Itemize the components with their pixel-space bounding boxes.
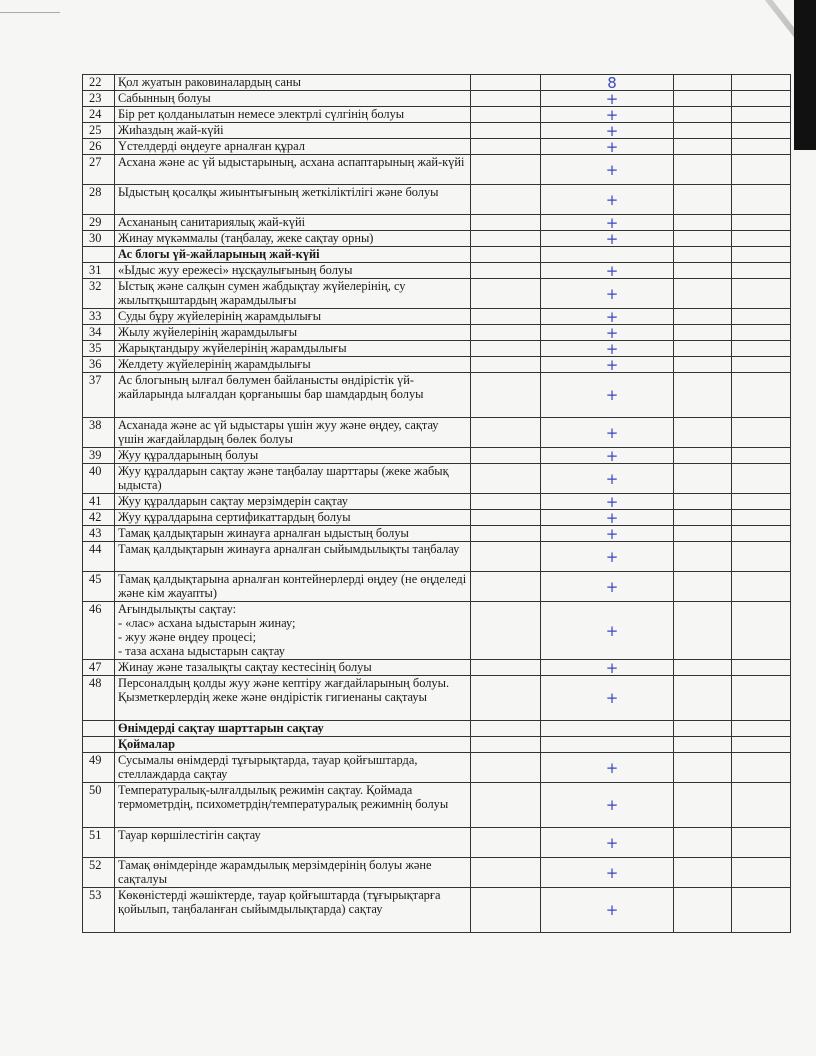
- empty-cell: [732, 737, 791, 753]
- empty-cell: [732, 123, 791, 139]
- handwritten-mark: +: [541, 572, 674, 602]
- empty-cell: [732, 510, 791, 526]
- item-number: 30: [83, 231, 115, 247]
- empty-cell: [732, 494, 791, 510]
- checklist-row: [83, 357, 791, 373]
- handwritten-mark: [541, 247, 674, 263]
- item-requirement: Ыдыстың қосалқы жиынтығының жеткіліктілігі және болуы: [115, 185, 471, 215]
- section-header-row: [83, 737, 791, 753]
- empty-cell: [674, 464, 732, 494]
- empty-cell: [674, 91, 732, 107]
- checklist-row: [83, 888, 791, 933]
- handwritten-mark: +: [541, 510, 674, 526]
- empty-cell: [732, 373, 791, 418]
- handwritten-mark: +: [541, 357, 674, 373]
- item-requirement: Жуу құралдарының болуы: [115, 448, 471, 464]
- handwritten-mark: +: [541, 91, 674, 107]
- empty-cell: [471, 123, 541, 139]
- handwritten-mark: +: [541, 263, 674, 279]
- empty-cell: [674, 215, 732, 231]
- empty-cell: [471, 185, 541, 215]
- item-requirement: Ағындылықты сақтау: - «лас» асхана ыдыстарын жинау; - жуу және өңдеу процесі; - таза асхана ыдыстарын сақтау: [115, 602, 471, 660]
- checklist-row: [83, 215, 791, 231]
- item-requirement: Жылу жүйелерінің жарамдылығы: [115, 325, 471, 341]
- item-number: 24: [83, 107, 115, 123]
- checklist-row: [83, 572, 791, 602]
- empty-cell: [674, 602, 732, 660]
- item-requirement: Персоналдың қолды жуу және кептіру жағдайларының болуы. Қызметкерлердің жеке және өндірістік гигиенаны сақтауы: [115, 676, 471, 721]
- empty-cell: [471, 155, 541, 185]
- handwritten-mark: 8: [541, 75, 674, 91]
- item-requirement: Тамақ қалдықтарына арналған контейнерлерді өңдеу (не өңделеді және кім жауапты): [115, 572, 471, 602]
- handwritten-mark: +: [541, 309, 674, 325]
- empty-cell: [674, 828, 732, 858]
- item-number: 51: [83, 828, 115, 858]
- handwritten-mark: +: [541, 660, 674, 676]
- empty-cell: [471, 526, 541, 542]
- empty-cell: [732, 828, 791, 858]
- item-number: 50: [83, 783, 115, 828]
- scan-edge-line: [0, 12, 60, 13]
- empty-cell: [732, 783, 791, 828]
- empty-cell: [674, 660, 732, 676]
- item-number: 37: [83, 373, 115, 418]
- empty-cell: [471, 783, 541, 828]
- empty-cell: [471, 231, 541, 247]
- empty-cell: [674, 247, 732, 263]
- handwritten-mark: +: [541, 602, 674, 660]
- empty-cell: [732, 542, 791, 572]
- item-number: 34: [83, 325, 115, 341]
- handwritten-mark: +: [541, 753, 674, 783]
- empty-cell: [674, 526, 732, 542]
- empty-cell: [732, 139, 791, 155]
- handwritten-mark: +: [541, 215, 674, 231]
- handwritten-mark: +: [541, 783, 674, 828]
- checklist-body: [83, 75, 791, 933]
- empty-cell: [674, 753, 732, 783]
- empty-cell: [732, 309, 791, 325]
- empty-cell: [471, 139, 541, 155]
- item-number: 48: [83, 676, 115, 721]
- empty-cell: [471, 721, 541, 737]
- item-requirement: Бір рет қолданылатын немесе электрлі сүлгінің болуы: [115, 107, 471, 123]
- empty-cell: [732, 75, 791, 91]
- handwritten-mark: +: [541, 418, 674, 448]
- item-number: 25: [83, 123, 115, 139]
- checklist-row: [83, 185, 791, 215]
- empty-cell: [732, 676, 791, 721]
- item-number: 33: [83, 309, 115, 325]
- checklist-row: [83, 660, 791, 676]
- item-requirement: Жуу құралдарына сертификаттардың болуы: [115, 510, 471, 526]
- item-number: 47: [83, 660, 115, 676]
- checklist-row: [83, 753, 791, 783]
- item-requirement: Температуралық-ылғалдылық режимін сақтау. Қоймада термометрдің, психометрдің/температуралық режимнің болуы: [115, 783, 471, 828]
- handwritten-mark: +: [541, 542, 674, 572]
- checklist-row: [83, 783, 791, 828]
- inspection-checklist-table: [82, 74, 791, 933]
- handwritten-mark: +: [541, 888, 674, 933]
- item-requirement: Қоймалар: [115, 737, 471, 753]
- checklist-row: [83, 309, 791, 325]
- item-requirement: Ыстық және салқын сумен жабдықтау жүйелерінің, су жылытқыштардың жарамдылығы: [115, 279, 471, 309]
- handwritten-mark: +: [541, 325, 674, 341]
- empty-cell: [732, 602, 791, 660]
- empty-cell: [674, 858, 732, 888]
- empty-cell: [471, 858, 541, 888]
- checklist-row: [83, 155, 791, 185]
- item-number: 31: [83, 263, 115, 279]
- empty-cell: [471, 464, 541, 494]
- empty-cell: [471, 325, 541, 341]
- checklist-row: [83, 263, 791, 279]
- empty-cell: [732, 721, 791, 737]
- handwritten-mark: +: [541, 526, 674, 542]
- empty-cell: [471, 75, 541, 91]
- handwritten-mark: +: [541, 185, 674, 215]
- section-header-row: [83, 247, 791, 263]
- checklist-row: [83, 858, 791, 888]
- empty-cell: [471, 510, 541, 526]
- item-requirement: Сусымалы өнімдерді тұғырықтарда, тауар қойғыштарда, стеллаждарда сақтау: [115, 753, 471, 783]
- checklist-row: [83, 464, 791, 494]
- item-number: [83, 737, 115, 753]
- empty-cell: [674, 231, 732, 247]
- checklist-row: [83, 526, 791, 542]
- checklist-row: [83, 448, 791, 464]
- empty-cell: [471, 107, 541, 123]
- empty-cell: [471, 542, 541, 572]
- handwritten-mark: +: [541, 107, 674, 123]
- item-requirement: Ас блогының ылғал бөлумен байланысты өндірістік үй-жайларында ылғалдан қорғанышы бар шамдардың болуы: [115, 373, 471, 418]
- item-requirement: «Ыдыс жуу ережесі» нұсқаулығының болуы: [115, 263, 471, 279]
- checklist-row: [83, 828, 791, 858]
- item-number: 26: [83, 139, 115, 155]
- empty-cell: [674, 263, 732, 279]
- empty-cell: [471, 737, 541, 753]
- checklist-row: [83, 510, 791, 526]
- empty-cell: [732, 341, 791, 357]
- checklist-row: [83, 75, 791, 91]
- item-requirement: Көкөністерді жәшіктерде, тауар қойғыштарда (тұғырықтарға қойылып, таңбаланған сыйымдылықтарда) сақтау: [115, 888, 471, 933]
- item-requirement: Тауар көршілестігін сақтау: [115, 828, 471, 858]
- empty-cell: [471, 263, 541, 279]
- empty-cell: [471, 309, 541, 325]
- handwritten-mark: +: [541, 448, 674, 464]
- item-number: 36: [83, 357, 115, 373]
- empty-cell: [674, 155, 732, 185]
- empty-cell: [674, 572, 732, 602]
- empty-cell: [674, 107, 732, 123]
- item-requirement: Жинау мүкәммалы (таңбалау, жеке сақтау орны): [115, 231, 471, 247]
- checklist-row: [83, 494, 791, 510]
- checklist-row: [83, 373, 791, 418]
- empty-cell: [471, 753, 541, 783]
- empty-cell: [471, 828, 541, 858]
- item-requirement: Қол жуатын раковиналардың саны: [115, 75, 471, 91]
- handwritten-mark: +: [541, 341, 674, 357]
- item-requirement: Тамақ өнімдерінде жарамдылық мерзімдерінің болуы және сақталуы: [115, 858, 471, 888]
- empty-cell: [471, 448, 541, 464]
- empty-cell: [471, 341, 541, 357]
- item-requirement: Жиһаздың жай-күйі: [115, 123, 471, 139]
- empty-cell: [674, 357, 732, 373]
- item-requirement: Өнімдерді сақтау шарттарын сақтау: [115, 721, 471, 737]
- checklist-row: [83, 231, 791, 247]
- empty-cell: [674, 737, 732, 753]
- empty-cell: [732, 357, 791, 373]
- checklist-row: [83, 341, 791, 357]
- empty-cell: [471, 373, 541, 418]
- empty-cell: [471, 91, 541, 107]
- handwritten-mark: +: [541, 676, 674, 721]
- handwritten-mark: +: [541, 123, 674, 139]
- handwritten-mark: +: [541, 155, 674, 185]
- empty-cell: [471, 279, 541, 309]
- empty-cell: [732, 263, 791, 279]
- item-number: 29: [83, 215, 115, 231]
- empty-cell: [732, 231, 791, 247]
- item-number: 52: [83, 858, 115, 888]
- empty-cell: [674, 676, 732, 721]
- empty-cell: [471, 215, 541, 231]
- empty-cell: [732, 155, 791, 185]
- item-number: 27: [83, 155, 115, 185]
- checklist-row: [83, 325, 791, 341]
- handwritten-mark: +: [541, 494, 674, 510]
- empty-cell: [732, 464, 791, 494]
- empty-cell: [674, 325, 732, 341]
- item-number: 22: [83, 75, 115, 91]
- checklist-row: [83, 91, 791, 107]
- item-number: 45: [83, 572, 115, 602]
- handwritten-mark: +: [541, 828, 674, 858]
- empty-cell: [674, 75, 732, 91]
- empty-cell: [471, 494, 541, 510]
- empty-cell: [471, 572, 541, 602]
- checklist-row: [83, 418, 791, 448]
- empty-cell: [732, 888, 791, 933]
- empty-cell: [732, 279, 791, 309]
- handwritten-mark: +: [541, 373, 674, 418]
- empty-cell: [471, 676, 541, 721]
- item-requirement: Жуу құралдарын сақтау және таңбалау шарттары (жеке жабық ыдыста): [115, 464, 471, 494]
- empty-cell: [674, 139, 732, 155]
- handwritten-mark: +: [541, 231, 674, 247]
- checklist-row: [83, 139, 791, 155]
- empty-cell: [471, 888, 541, 933]
- item-requirement: Асханада және ас үй ыдыстары үшін жуу және өңдеу, сақтау үшін жағдайлардың бөлек болуы: [115, 418, 471, 448]
- item-number: 41: [83, 494, 115, 510]
- empty-cell: [732, 91, 791, 107]
- item-number: 40: [83, 464, 115, 494]
- empty-cell: [471, 418, 541, 448]
- empty-cell: [674, 783, 732, 828]
- empty-cell: [674, 721, 732, 737]
- empty-cell: [674, 123, 732, 139]
- item-requirement: Жарықтандыру жүйелерінің жарамдылығы: [115, 341, 471, 357]
- item-requirement: Жуу құралдарын сақтау мерзімдерін сақтау: [115, 494, 471, 510]
- empty-cell: [674, 510, 732, 526]
- empty-cell: [674, 279, 732, 309]
- handwritten-mark: [541, 721, 674, 737]
- empty-cell: [674, 542, 732, 572]
- empty-cell: [471, 660, 541, 676]
- item-number: [83, 721, 115, 737]
- checklist-row: [83, 107, 791, 123]
- handwritten-mark: +: [541, 464, 674, 494]
- item-number: 28: [83, 185, 115, 215]
- item-requirement: Асхана және ас үй ыдыстарының, асхана аспаптарының жай-күйі: [115, 155, 471, 185]
- scan-corner-shadow: [794, 0, 816, 150]
- empty-cell: [732, 325, 791, 341]
- empty-cell: [732, 185, 791, 215]
- item-requirement: Сабынның болуы: [115, 91, 471, 107]
- handwritten-mark: +: [541, 858, 674, 888]
- handwritten-mark: +: [541, 139, 674, 155]
- item-number: 35: [83, 341, 115, 357]
- item-requirement: Тамақ қалдықтарын жинауға арналған ыдыстың болуы: [115, 526, 471, 542]
- item-number: 32: [83, 279, 115, 309]
- section-header-row: [83, 721, 791, 737]
- empty-cell: [674, 888, 732, 933]
- handwritten-mark: [541, 737, 674, 753]
- empty-cell: [732, 858, 791, 888]
- empty-cell: [732, 418, 791, 448]
- checklist-row: [83, 542, 791, 572]
- empty-cell: [674, 494, 732, 510]
- empty-cell: [674, 341, 732, 357]
- item-requirement: Асхананың санитариялық жай-күйі: [115, 215, 471, 231]
- empty-cell: [732, 215, 791, 231]
- empty-cell: [674, 185, 732, 215]
- empty-cell: [732, 448, 791, 464]
- empty-cell: [471, 357, 541, 373]
- empty-cell: [674, 373, 732, 418]
- item-number: 44: [83, 542, 115, 572]
- item-requirement: Ас блогы үй-жайларының жай-күйі: [115, 247, 471, 263]
- empty-cell: [674, 309, 732, 325]
- item-requirement: Тамақ қалдықтарын жинауға арналған сыйымдылықты таңбалау: [115, 542, 471, 572]
- empty-cell: [471, 247, 541, 263]
- item-requirement: Жинау және тазалықты сақтау кестесінің болуы: [115, 660, 471, 676]
- empty-cell: [732, 753, 791, 783]
- item-number: 46: [83, 602, 115, 660]
- item-number: 43: [83, 526, 115, 542]
- empty-cell: [471, 602, 541, 660]
- checklist-row: [83, 123, 791, 139]
- item-number: [83, 247, 115, 263]
- item-number: 39: [83, 448, 115, 464]
- empty-cell: [674, 418, 732, 448]
- item-requirement: Суды бұру жүйелерінің жарамдылығы: [115, 309, 471, 325]
- checklist-row: [83, 676, 791, 721]
- item-number: 23: [83, 91, 115, 107]
- item-requirement: Желдету жүйелерінің жарамдылығы: [115, 357, 471, 373]
- item-requirement: Үстелдерді өңдеуге арналған құрал: [115, 139, 471, 155]
- empty-cell: [732, 247, 791, 263]
- checklist-row: [83, 602, 791, 660]
- empty-cell: [732, 572, 791, 602]
- empty-cell: [732, 107, 791, 123]
- item-number: 38: [83, 418, 115, 448]
- checklist-row: [83, 279, 791, 309]
- item-number: 49: [83, 753, 115, 783]
- empty-cell: [732, 526, 791, 542]
- empty-cell: [732, 660, 791, 676]
- empty-cell: [674, 448, 732, 464]
- item-number: 53: [83, 888, 115, 933]
- handwritten-mark: +: [541, 279, 674, 309]
- item-number: 42: [83, 510, 115, 526]
